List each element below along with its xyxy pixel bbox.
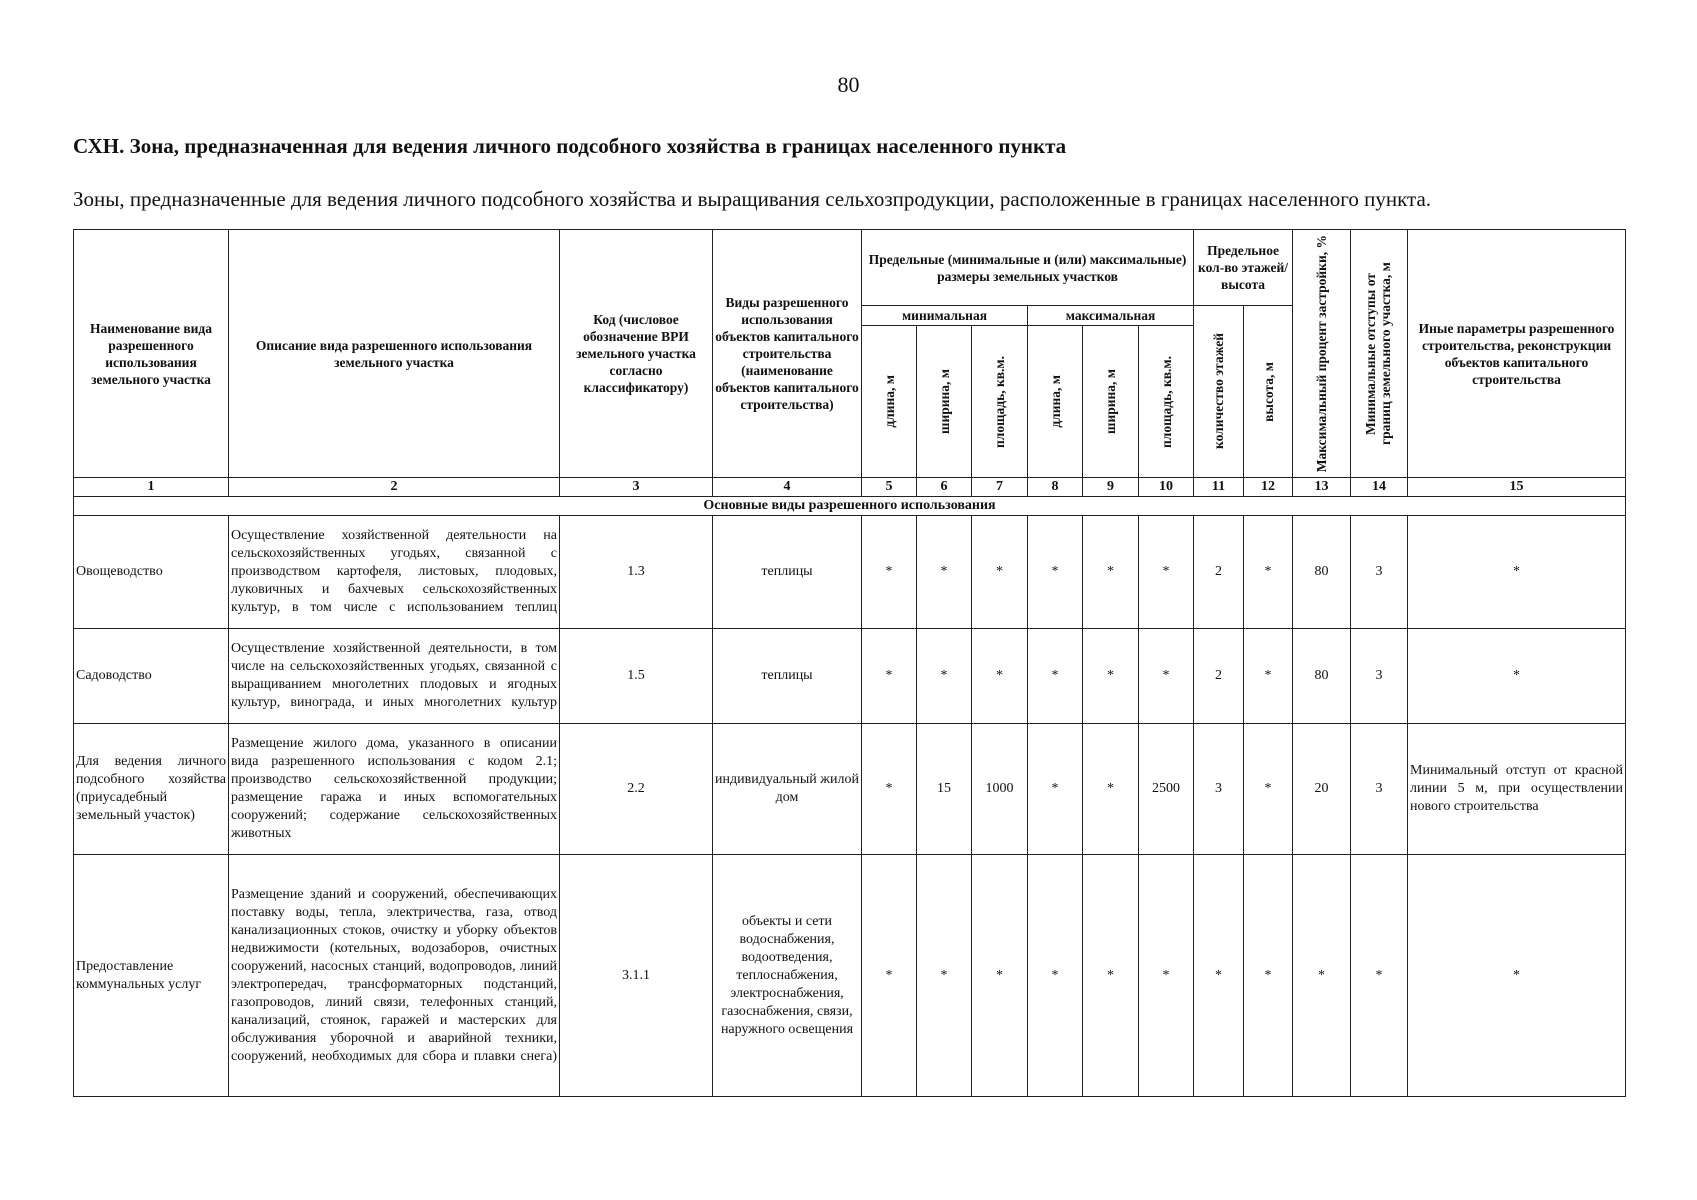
- column-number: 4: [713, 478, 862, 497]
- row-name: Овощеводство: [74, 516, 229, 629]
- row-max-area: *: [1139, 629, 1194, 724]
- row-setback: 3: [1351, 724, 1408, 855]
- row-other-params: *: [1408, 629, 1626, 724]
- row-max-width: *: [1083, 724, 1139, 855]
- row-object-types: теплицы: [713, 629, 862, 724]
- row-height: *: [1244, 724, 1293, 855]
- column-number: 8: [1028, 478, 1083, 497]
- header-height: высота, м: [1244, 306, 1293, 478]
- row-name: Предоставление коммунальных услуг: [74, 855, 229, 1097]
- row-build-percent: 20: [1293, 724, 1351, 855]
- row-setback: *: [1351, 855, 1408, 1097]
- column-number: 1: [74, 478, 229, 497]
- header-max-area: площадь, кв.м.: [1139, 326, 1194, 478]
- column-number: 14: [1351, 478, 1408, 497]
- header-min-width: ширина, м: [917, 326, 972, 478]
- row-max-length: *: [1028, 629, 1083, 724]
- row-height: *: [1244, 516, 1293, 629]
- header-other-params: Иные параметры разрешенного строительства, реконструкции объектов капитального строительства: [1408, 230, 1626, 478]
- table-row: [74, 516, 1626, 629]
- row-max-area: 2500: [1139, 724, 1194, 855]
- row-object-types: индивидуальный жилой дом: [713, 724, 862, 855]
- row-min-length: *: [862, 629, 917, 724]
- row-setback: 3: [1351, 516, 1408, 629]
- row-min-area: 1000: [972, 724, 1028, 855]
- row-floor-count: 2: [1194, 629, 1244, 724]
- row-description: Осуществление хозяйственной деятельности на сельскохозяйственных угодьях, связанной с производством картофеля, листовых, плодовых, луковичных и бахчевых сельскохозяйственных культур, в том числе с использованием теплиц: [229, 516, 560, 629]
- row-min-width: *: [917, 516, 972, 629]
- row-floor-count: *: [1194, 855, 1244, 1097]
- row-name: Для ведения личного подсобного хозяйства (приусадебный земельный участок): [74, 724, 229, 855]
- header-max-length: длина, м: [1028, 326, 1083, 478]
- row-build-percent: *: [1293, 855, 1351, 1097]
- header-max-width: ширина, м: [1083, 326, 1139, 478]
- row-min-width: *: [917, 855, 972, 1097]
- column-numbers-row: [74, 478, 1626, 497]
- row-max-width: *: [1083, 629, 1139, 724]
- header-name: Наименование вида разрешенного использования земельного участка: [74, 230, 229, 478]
- row-height: *: [1244, 855, 1293, 1097]
- row-other-params: Минимальный отступ от красной линии 5 м, при осуществлении нового строительства: [1408, 724, 1626, 855]
- row-max-length: *: [1028, 516, 1083, 629]
- table-row: [74, 629, 1626, 724]
- row-max-width: *: [1083, 516, 1139, 629]
- row-min-area: *: [972, 629, 1028, 724]
- row-code: 1.5: [560, 629, 713, 724]
- column-number: 12: [1244, 478, 1293, 497]
- table-row: [74, 855, 1626, 1097]
- row-name: Садоводство: [74, 629, 229, 724]
- row-code: 3.1.1: [560, 855, 713, 1097]
- row-min-area: *: [972, 855, 1028, 1097]
- column-number: 9: [1083, 478, 1139, 497]
- table-row: [74, 724, 1626, 855]
- row-code: 2.2: [560, 724, 713, 855]
- row-min-width: 15: [917, 724, 972, 855]
- row-build-percent: 80: [1293, 516, 1351, 629]
- row-description: Осуществление хозяйственной деятельности, в том числе на сельскохозяйственных угодьях, связанной с выращиванием многолетних плодовых и ягодных культур, винограда, и иных многолетних культур: [229, 629, 560, 724]
- row-height: *: [1244, 629, 1293, 724]
- row-max-width: *: [1083, 855, 1139, 1097]
- section-title: Основные виды разрешенного использования: [74, 497, 1626, 516]
- column-number: 7: [972, 478, 1028, 497]
- row-other-params: *: [1408, 516, 1626, 629]
- row-description: Размещение зданий и сооружений, обеспечивающих поставку воды, тепла, электричества, газа, отвод канализационных стоков, очистку и уборку объектов недвижимости (котельных, водозаборов, очистных сооружений, насосных станций, водопроводов, линий электропередач, трансформаторных подстанций, газопроводов, линий связи, телефонных станций, канализаций, стоянок, гаражей и мастерских для обслуживания уборочной и аварийной техники, сооружений, необходимых для сбора и плавки снега): [229, 855, 560, 1097]
- row-other-params: *: [1408, 855, 1626, 1097]
- row-description: Размещение жилого дома, указанного в описании вида разрешенного использования с кодом 2.1; производство сельскохозяйственной продукции; размещение гаража и иных вспомогательных сооружений; содержание сельскохозяйственных животных: [229, 724, 560, 855]
- column-number: 10: [1139, 478, 1194, 497]
- header-floors-group: Предельное кол-во этажей/ высота: [1194, 230, 1293, 306]
- header-plot-size-limits: Предельные (минимальные и (или) максимальные) размеры земельных участков: [862, 230, 1194, 306]
- row-min-length: *: [862, 516, 917, 629]
- page-number: 80: [837, 72, 860, 97]
- row-setback: 3: [1351, 629, 1408, 724]
- column-number: 5: [862, 478, 917, 497]
- header-min: минимальная: [862, 306, 1028, 326]
- row-floor-count: 2: [1194, 516, 1244, 629]
- header-min-length: длина, м: [862, 326, 917, 478]
- zone-title: СХН. Зона, предназначенная для ведения личного подсобного хозяйства в границах населенного пункта: [73, 134, 1067, 158]
- column-number: 11: [1194, 478, 1244, 497]
- header-build-percent: Максимальный процент застройки, %: [1293, 230, 1351, 478]
- row-max-length: *: [1028, 855, 1083, 1097]
- column-number: 6: [917, 478, 972, 497]
- column-number: 15: [1408, 478, 1626, 497]
- header-setback: Минимальные отступы от границ земельного участка, м: [1351, 230, 1408, 478]
- row-min-area: *: [972, 516, 1028, 629]
- regulations-table: [73, 229, 1626, 1097]
- column-number: 2: [229, 478, 560, 497]
- row-min-length: *: [862, 855, 917, 1097]
- row-max-area: *: [1139, 516, 1194, 629]
- row-max-area: *: [1139, 855, 1194, 1097]
- row-min-width: *: [917, 629, 972, 724]
- row-code: 1.3: [560, 516, 713, 629]
- row-max-length: *: [1028, 724, 1083, 855]
- header-description: Описание вида разрешенного использования земельного участка: [229, 230, 560, 478]
- header-floor-count: количество этажей: [1194, 306, 1244, 478]
- header-object-types: Виды разрешенного использования объектов капитального строительства (наименование объектов капитального строительства): [713, 230, 862, 478]
- header-code: Код (числовое обозначение ВРИ земельного участка согласно классификатору): [560, 230, 713, 478]
- row-object-types: объекты и сети водоснабжения, водоотведения, теплоснабжения, электроснабжения, газоснабжения, связи, наружного освещения: [713, 855, 862, 1097]
- row-floor-count: 3: [1194, 724, 1244, 855]
- row-build-percent: 80: [1293, 629, 1351, 724]
- column-number: 3: [560, 478, 713, 497]
- zone-description: Зоны, предназначенные для ведения личного подсобного хозяйства и выращивания сельхозпродукции, расположенные в границах населенного пункта.: [73, 187, 1432, 211]
- row-min-length: *: [862, 724, 917, 855]
- header-min-area: площадь, кв.м.: [972, 326, 1028, 478]
- column-number: 13: [1293, 478, 1351, 497]
- header-max: максимальная: [1028, 306, 1194, 326]
- row-object-types: теплицы: [713, 516, 862, 629]
